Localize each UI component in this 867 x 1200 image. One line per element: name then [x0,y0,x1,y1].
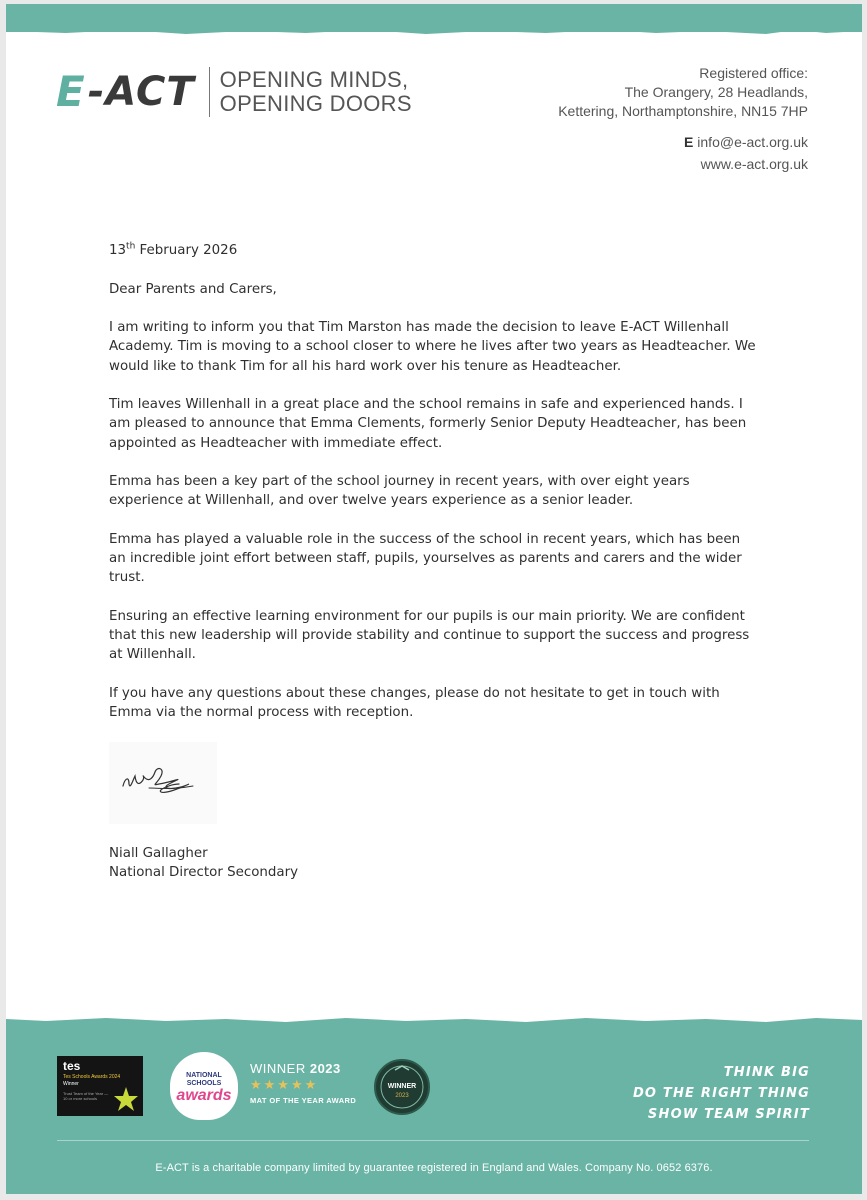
five-stars-icon: ★★★★★ [250,1077,319,1092]
footer-divider [57,1140,809,1141]
winner-year: 2023 [309,1061,341,1076]
tes-winner: Winner [63,1081,79,1087]
paragraph: Emma has played a valuable role in the success of the school in recent years, which has been an incredible joint effort between staff, pupils, yourselves as parents and carers and the wider trust. [109,531,742,586]
logo-wordmark [56,67,197,116]
paragraph: If you have any questions about these changes, please do not hesitate to get in touch with Emma via the normal process with reception. [109,685,720,721]
paragraph: I am writing to inform you that Tim Marston has made the decision to leave E-ACT Willenhall Academy. Tim is moving to a school closer to where he lives after two years as Headteacher. We would like to thank Tim for all his hard work over his tenure as Headteacher. [109,320,756,374]
star-icon [113,1086,139,1112]
paragraph: Emma has been a key part of the school journey in recent years, with over eight years experience at Willenhall, and over twelve years experience as a senior leader. [109,474,690,509]
logo-rest: -ACT [87,69,195,115]
tes-logo: tes [63,1059,81,1073]
paragraph: Ensuring an effective learning environment for our pupils is our main priority. We are confident that this new leadership will provide stability and continue to support the success and progress at Willenhall. [109,608,750,663]
winner-seal-badge [373,1058,431,1120]
email-prefix: E [684,134,694,150]
letter-page [6,4,862,1194]
signatory-name: Niall Gallagher [109,845,208,861]
email-link[interactable]: info@e-act.org.uk [697,134,808,150]
tes-award-title: Tes Schools Awards 2024 [63,1074,121,1080]
logo-tagline [220,68,412,116]
award-name: MAT OF THE YEAR AWARD [250,1096,357,1105]
date-day: 13 [109,243,127,258]
letter-body [109,241,759,882]
tagline-line-2: OPENING DOORS [219,91,412,116]
website-link[interactable]: www.e-act.org.uk [700,156,808,172]
torn-edge-decoration [6,28,862,36]
nsa-title: NATIONAL SCHOOLS [186,1072,222,1087]
logo-e-letter: E [56,67,86,116]
company-registration-note: E-ACT is a charitable company limited by guarantee registered in England and Wales. Company No. 0652 6376. [155,1162,713,1174]
letter-date [109,241,759,260]
office-label: Registered office: [699,65,808,81]
logo-divider [209,67,210,117]
seal-text: WINNER [387,1083,417,1090]
winner-seal-icon [373,1058,431,1116]
winner-line [250,1061,356,1076]
salutation: Dear Parents and Carers, [109,281,277,297]
registered-office [558,64,808,174]
eact-logo [56,64,412,120]
paragraph: Tim leaves Willenhall in a great place and the school remains in safe and experienced hands. I am pleased to announce that Emma Clements, formerly Senior Deputy Headteacher, has been appointed as Headteacher with immediate effect. [109,397,747,451]
tagline-line-1: OPENING MINDS, [219,67,409,92]
handwritten-signature-icon [115,750,211,810]
nsa-awards: awards [176,1087,232,1104]
winner-label: WINNER [250,1061,306,1076]
contact-email [558,129,808,155]
date-suffix: th [126,241,136,252]
tes-category: Trust Team of the Year — 10 or more schools [63,1091,109,1101]
mat-award-text [250,1061,356,1105]
motto-think-big: THINK BIG [723,1065,810,1080]
date-rest: February 2026 [135,243,238,258]
trust-values [633,1062,810,1125]
tes-award-badge [57,1056,143,1116]
signature-image [109,742,217,824]
motto-do-the-right-thing: DO THE RIGHT THING [632,1086,810,1101]
footer-torn-edge-decoration [6,1016,862,1024]
motto-show-team-spirit: SHOW TEAM SPIRIT [647,1107,810,1122]
national-schools-awards-badge [170,1052,238,1120]
office-line-2: Kettering, Northamptonshire, NN15 7HP [558,103,808,119]
signatory-title: National Director Secondary [109,864,299,880]
seal-year: 2023 [395,1093,409,1099]
footer-band [6,1022,862,1194]
top-brand-band [6,4,862,32]
office-line-1: The Orangery, 28 Headlands, [624,84,808,100]
